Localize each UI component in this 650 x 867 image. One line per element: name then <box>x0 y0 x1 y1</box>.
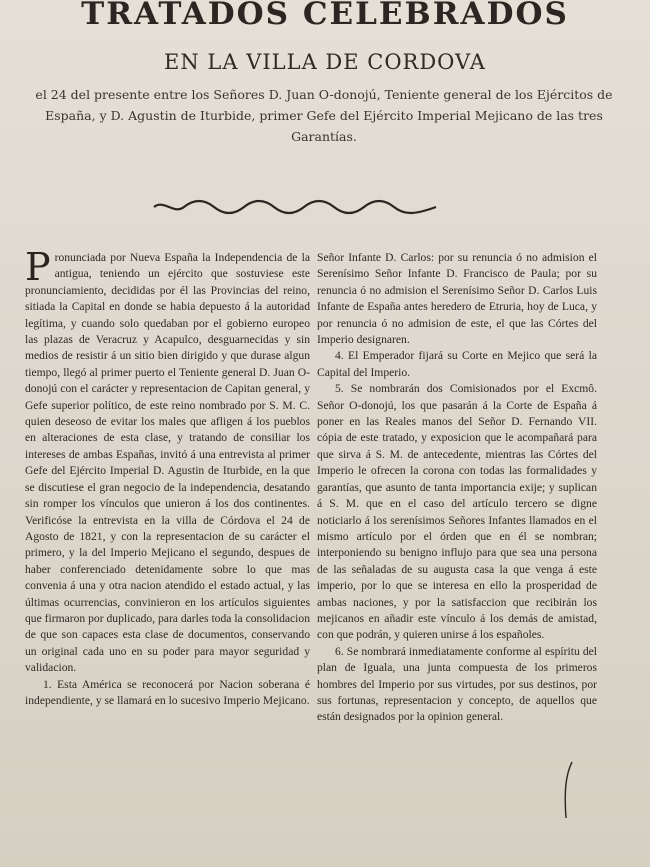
document-subtitle: EN LA VILLA DE CORDOVA <box>164 50 486 74</box>
paragraph: 4. El Emperador fijará su Corte en Mejico que será la Capital del Imperio. <box>317 349 597 379</box>
document-intro: el 24 del presente entre los Señores D. Juan O-donojú, Teniente general de los Ejércitos de España, y D. Agustin de Iturbide, primer Gefe del Ejército Imperial Mejicano de las tres Garantías. <box>35 87 613 144</box>
drop-cap: P <box>25 245 51 289</box>
document-title: TRATADOS CELEBRADOS <box>81 0 569 32</box>
paragraph: 6. Se nombrará inmediatamente conforme al espíritu del plan de Iguala, una junta compuesta de los primeros hombres del Imperio por sus virtudes, por sus destinos, por sus fortunas, representacion y concepto, de aquellos que están designados por la opinion general. <box>317 644 597 724</box>
paragraph: 5. Se nombrarán dos Comisionados por el Excmô. Señor O-donojú, los que pasarán á la Corte de España á poner en las Reales manos del Señor D. Fernando VII. cópia de este tratado, y exposicion que le acompañará para que sirva á S. M. de antecedente, mientras las Córtes del Imperio le ofrecen la corona con todas las formalidades y garantías, que asunto de tanta importancia exije; y suplican á S. M. que en el caso del artículo tercero se digne noticiarlo á los serenísimos Señores Infantes llamados en el mismo artículo por el órden que en él se nombran; interponiendo su benigno influjo para que sea una persona de las señaladas de su augusta casa la que venga á este imperio, por lo que se interesa en ello la prosperidad de ambas naciones, y por la satisfaccion que recibirán los mejicanos en añadir este vínculo á los demás de amistad, con que podrán, y quieren unirse á los españoles. <box>317 382 597 642</box>
ornamental-rule-icon <box>150 198 440 216</box>
left-column <box>25 245 310 709</box>
handwritten-mark-icon <box>560 760 580 820</box>
paragraph-text: ronunciada por Nueva España la Independencia de la antigua, teniendo un ejército que sostuviese este pronunciamiento, decididas por él las Provincias del reino, sitiada la Capital en donde se habia depuesto á la autoridad legítima, y cuando solo quedaban por el gobierno europeo las plazas de Veracruz y Acapulco, desguarnecidas y sin medios de resistir á un sitio bien dirigido y que durase algun tiempo, llegó al primer puerto el Teniente general D. Juan O-donojú con el carácter y representacion de Capitan general, y Gefe superior político, de este reino nombrado por S. M. C. quien deseoso de evitar los males que afligen á los pueblos en alteraciones de esta clase, y tratando de consiliar los intereses de ambas Españas, invitó á una entrevista al primer Gefe del Ejército Imperial D. Agustin de Iturbide, en la que se discutiese el gran negocio de la independencia, desatando sin romper los vínculos que unieron á los dos continentes. Verificóse la entrevista en la villa de Córdova el 24 de Agosto de 1821, y con la representacion de su carácter el primero, y la del Imperio Mejicano el segundo, despues de haber conferenciado detenidamente sobre lo que mas convenia á una y otra nacion atendido el estado actual, y las últimas ocurrencias, convinieron en los artículos siguientes que firmaron por duplicado, para darles toda la consolidacion de que son capaces esta clase de documentos, conservando un original cada uno en su poder para mayor seguridad y validacion. <box>25 251 310 675</box>
right-column <box>317 250 597 726</box>
paragraph <box>25 245 310 677</box>
paragraph: 1. Esta América se reconocerá por Nacion soberana é independiente, y se llamará en lo sucesivo Imperio Mejicano. <box>25 677 310 707</box>
paragraph: Señor Infante D. Carlos: por su renuncia ó no admision el Serenísimo Señor Infante D. Francisco de Paula; por su renuncia ó no admision el Serenísimo Señor D. Carlos Luis Infante de España antes heredero de Etruria, hoy de Luca, y por renuncia ó no admision de este, el que las Córtes del Imperio designaren. <box>317 251 597 347</box>
